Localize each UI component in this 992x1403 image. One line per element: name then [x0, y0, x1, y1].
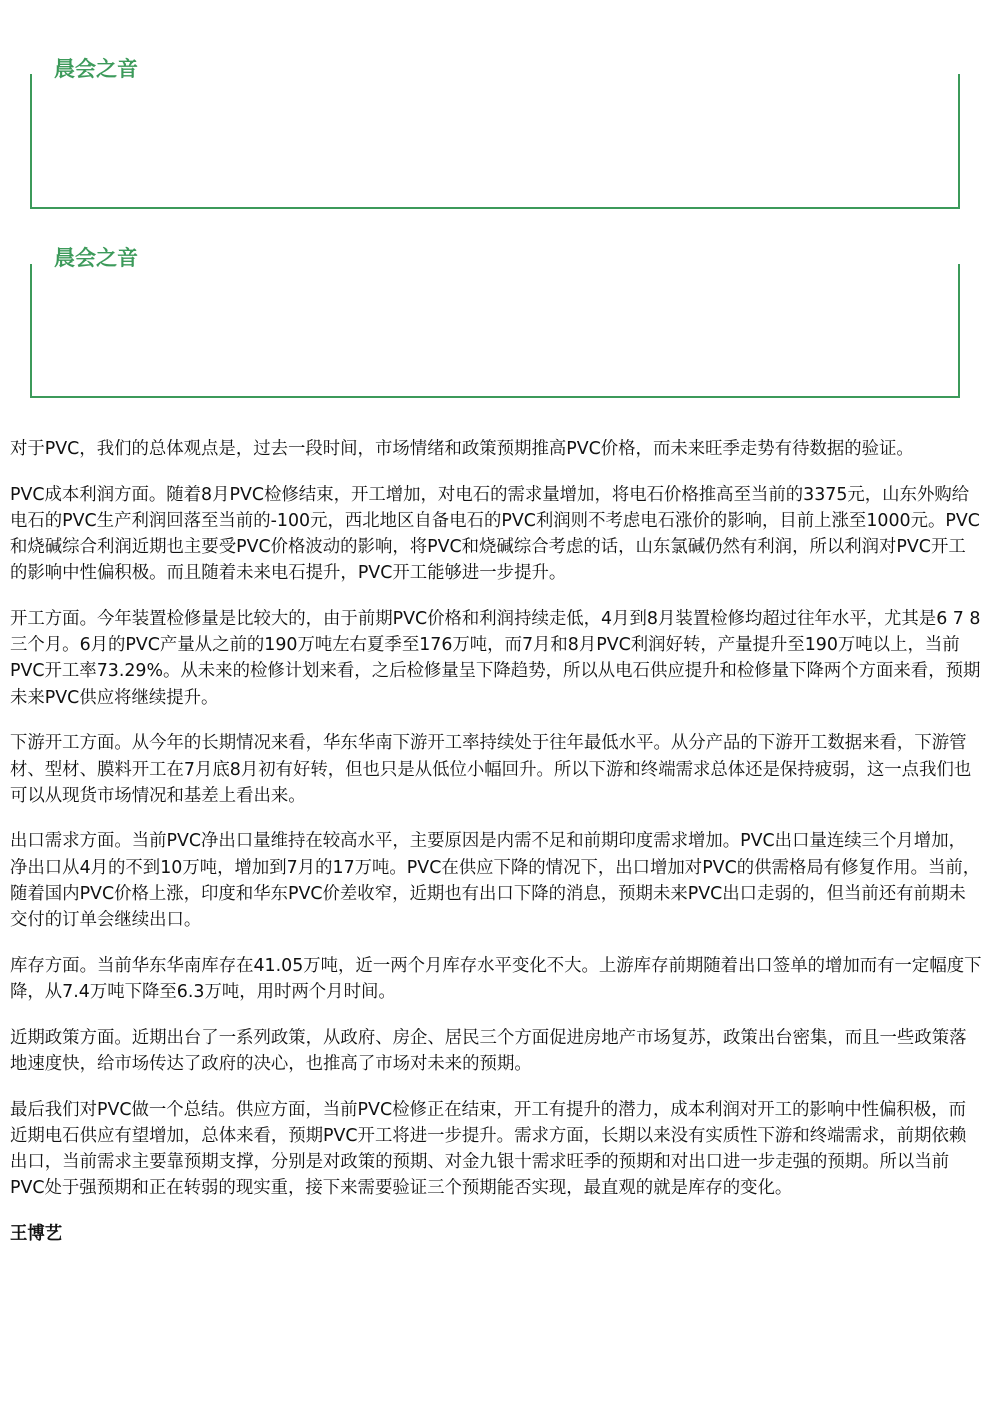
morning-voice-title-1: 晨会之音 [54, 55, 142, 83]
paragraph-inventory: 库存方面。当前华东华南库存在41.05万吨，近一两个月库存水平变化不大。上游库存前期随着出口签单的增加而有一定幅度下降，从7.4万吨下降至6.3万吨，用时两个月时间。 [10, 955, 982, 1002]
morning-voice-title-2: 晨会之音 [54, 244, 142, 272]
morning-voice-box-1 [30, 74, 960, 209]
author-name: 王博艺 [10, 1223, 63, 1244]
article-body [10, 436, 982, 1267]
paragraph-export: 出口需求方面。当前PVC净出口量维持在较高水平，主要原因是内需不足和前期印度需求增加。PVC出口量连续三个月增加，净出口从4月的不到10万吨，增加到7月的17万吨。PVC在供应下降的情况下，出口增加对PVC的供需格局有修复作用。当前，随着国内PVC价格上涨，印度和华东PVC价差收窄，近期也有出口下降的消息，预期未来PVC出口走弱的，但当前还有前期未交付的订单会继续出口。 [10, 831, 981, 931]
paragraph-downstream: 下游开工方面。从今年的长期情况来看，华东华南下游开工率持续处于往年最低水平。从分产品的下游开工数据来看，下游管材、型材、膜料开工在7月底8月初有好转，但也只是从低位小幅回升。所以下游和终端需求总体还是保持疲弱，这一点我们也可以从现货市场情况和基差上看出来。 [10, 733, 972, 806]
paragraph-policy: 近期政策方面。近期出台了一系列政策，从政府、房企、居民三个方面促进房地产市场复苏，政策出台密集，而且一些政策落地速度快，给市场传达了政府的决心，也推高了市场对未来的预期。 [10, 1027, 967, 1074]
morning-voice-box-2 [30, 264, 960, 398]
paragraph-overview: 对于PVC，我们的总体观点是，过去一段时间，市场情绪和政策预期推高PVC价格，而未来旺季走势有待数据的验证。 [10, 439, 914, 459]
paragraph-summary: 最后我们对PVC做一个总结。供应方面，当前PVC检修正在结束，开工有提升的潜力，成本利润对开工的影响中性偏积极，而近期电石供应有望增加，总体来看，预期PVC开工将进一步提升。需求方面，长期以来没有实质性下游和终端需求，前期依赖出口，当前需求主要靠预期支撑，分别是对政策的预期、对金九银十需求旺季的预期和对出口进一步走强的预期。所以当前PVC处于强预期和正在转弱的现实重，接下来需要验证三个预期能否实现，最直观的就是库存的变化。 [10, 1099, 967, 1199]
paragraph-operation: 开工方面。今年装置检修量是比较大的，由于前期PVC价格和利润持续走低，4月到8月装置检修均超过往年水平，尤其是6 7 8三个月。6月的PVC产量从之前的190万吨左右夏季至176万吨，而7月和8月PVC利润好转，产量提升至190万吨以上，当前PVC开工率73.29%。从未来的检修计划来看，之后检修量呈下降趋势，所以从电石供应提升和检修量下降两个方面来看，预期未来PVC供应将继续提升。 [10, 609, 981, 708]
paragraph-cost-profit: PVC成本利润方面。随着8月PVC检修结束，开工增加，对电石的需求量增加，将电石价格推高至当前的3375元，山东外购给电石的PVC生产利润回落至当前的-100元，西北地区自备电石的PVC利润则不考虑电石涨价的影响，目前上涨至1000元。PVC和烧碱综合利润近期也主要受PVC价格波动的影响，将PVC和烧碱综合考虑的话，山东氯碱仍然有利润，所以利润对PVC开工的影响中性偏积极。而且随着未来电石提升，PVC开工能够进一步提升。 [10, 484, 980, 584]
